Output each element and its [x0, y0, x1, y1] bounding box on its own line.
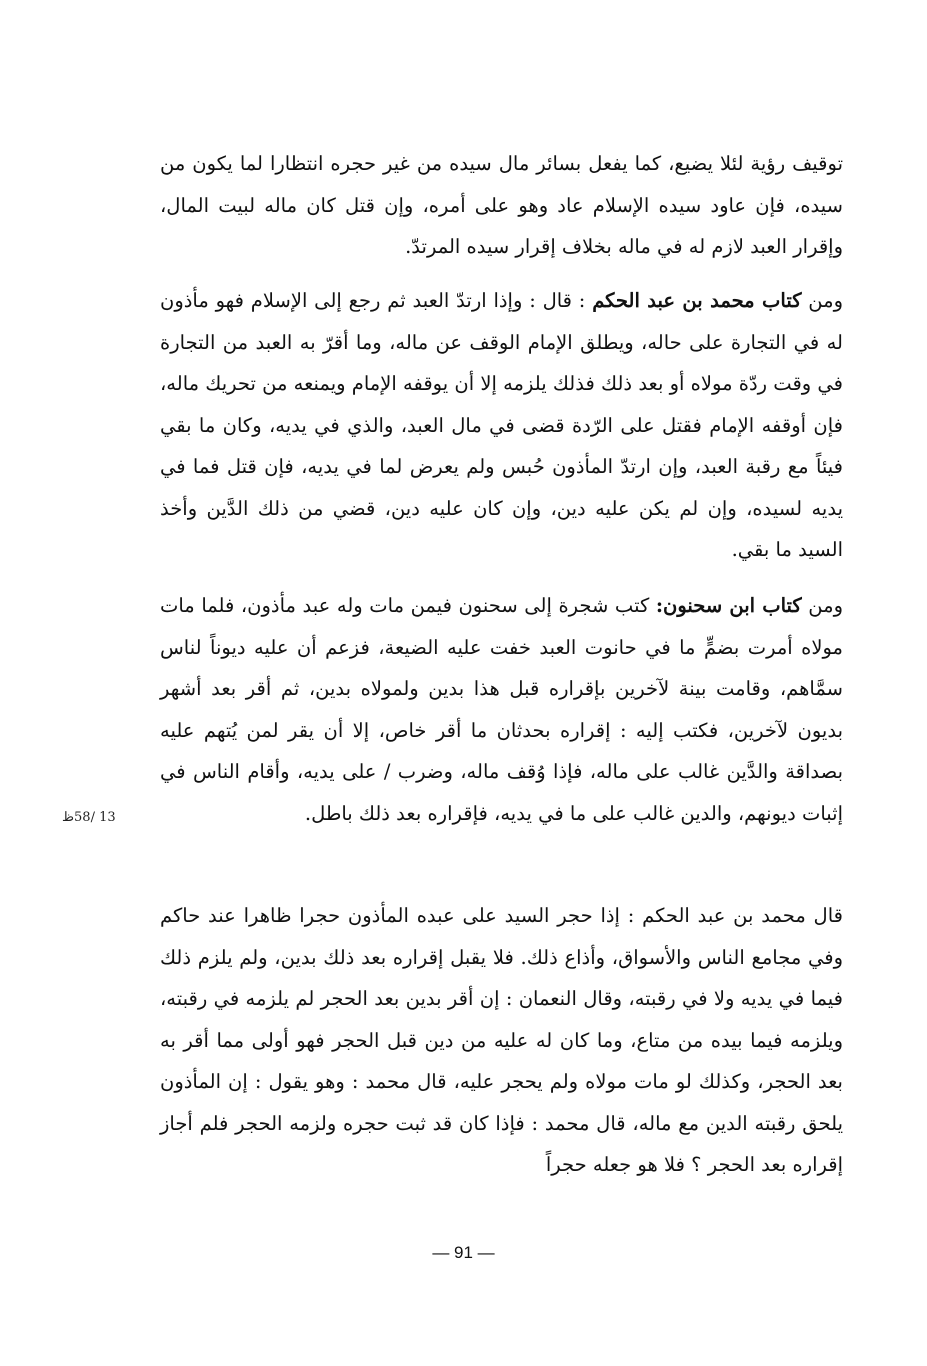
paragraph-text: [160, 143, 843, 268]
text-segment: ومن: [801, 594, 843, 617]
paragraph-1: [160, 143, 843, 268]
paragraph-text: [160, 585, 843, 834]
page-number: — 91 —: [432, 1243, 495, 1262]
text-segment: : قال : وإذا ارتدّ العبد ثم رجع إلى الإسلام فهو مأذون له في التجارة على حاله، ويطلق الإمام الوقف عن ماله، وما أقرّ به العبد من التجارة في وقت ردّة مولاه أو بعد ذلك فذلك يلزمه إلا أن يوقفه الإمام ويمنعه من تحريك ماله، فإن أوقفه الإمام فقتل على الرّدة قضى في مال العبد، والذي في يديه، وكان ما بقي فيئاً مع رقبة العبد، وإن ارتدّ المأذون حُبس ولم يعرض لما في يديه، فإن قتل فما في يديه لسيده، وإن لم يكن عليه دين، وإن كان عليه دين، قضي من ذلك الدَّين وأخذ السيد ما بقي.: [160, 289, 843, 561]
paragraph-3: [160, 585, 843, 834]
bold-source-title: كتاب ابن سحنون:: [655, 594, 802, 617]
paragraph-text: [160, 895, 843, 1186]
bold-source-title: كتاب محمد بن عبد الحكم: [592, 289, 802, 312]
paragraph-2: [160, 280, 843, 571]
manuscript-folio-note: 13 /58ظ: [62, 810, 116, 825]
text-segment: توقيف رؤية لئلا يضيع، كما يفعل بسائر مال سيده من غير حجره انتظارا لما يكون من سيده، فإن عاود سيده الإسلام عاد وهو على أمره، وإن قتل كان ماله لبيت المال، وإقرار العبد لازم له في ماله بخلاف إقرار سيده المرتدّ.: [160, 152, 843, 258]
paragraph-4: [160, 895, 843, 1186]
text-segment: قال محمد بن عبد الحكم : إذا حجر السيد على عبده المأذون حجرا ظاهرا عند حاكم وفي مجامع الناس والأسواق، وأذاع ذلك. فلا يقبل إقراره بعد ذلك بدين، ولم يلزم ذلك فيما في يديه ولا في رقبته، وقال النعمان : إن أقر بدين بعد الحجر لم يلزمه في رقبته، ويلزمه فيما بيده من متاع، وما كان له عليه من دين قبل الحجر فهو أولى مما أقر به بعد الحجر، وكذلك لو مات مولاه ولم يحجر عليه، قال محمد : وهو يقول : إن المأذون يلحق رقبته الدين مع ماله، قال محمد : فإذا كان قد ثبت حجره ولزمه الحجر فلم أجاز إقراره بعد الحجر ؟ فلا هو جعله حجراً: [160, 904, 843, 1176]
paragraph-text: [160, 280, 843, 571]
text-segment: ومن: [801, 289, 844, 312]
text-segment: كتب شجرة إلى سحنون فيمن مات وله عبد مأذون، فلما مات مولاه أمرت بضمٍّ ما في حانوت العبد خفت عليه الضيعة، فزعم أن عليه ديوناً لناس سمَّاهم، وقامت بينة لآخرين بإقراره قبل هذا بدين ولمولاه بدين، ثم أقر بعد أشهر بديون لآخرين، فكتب إليه : إقراره بحدثان ما أقر خاص، إلا أن يقر لمن يُتهم عليه بصداقة والدَّين غالب على ماله، فإذا وُقف ماله، وضرب / على يديه، وأقام الناس في إثبات ديونهم، والدين غالب على ما في يديه، فإقراره بعد ذلك باطل.: [160, 594, 843, 825]
